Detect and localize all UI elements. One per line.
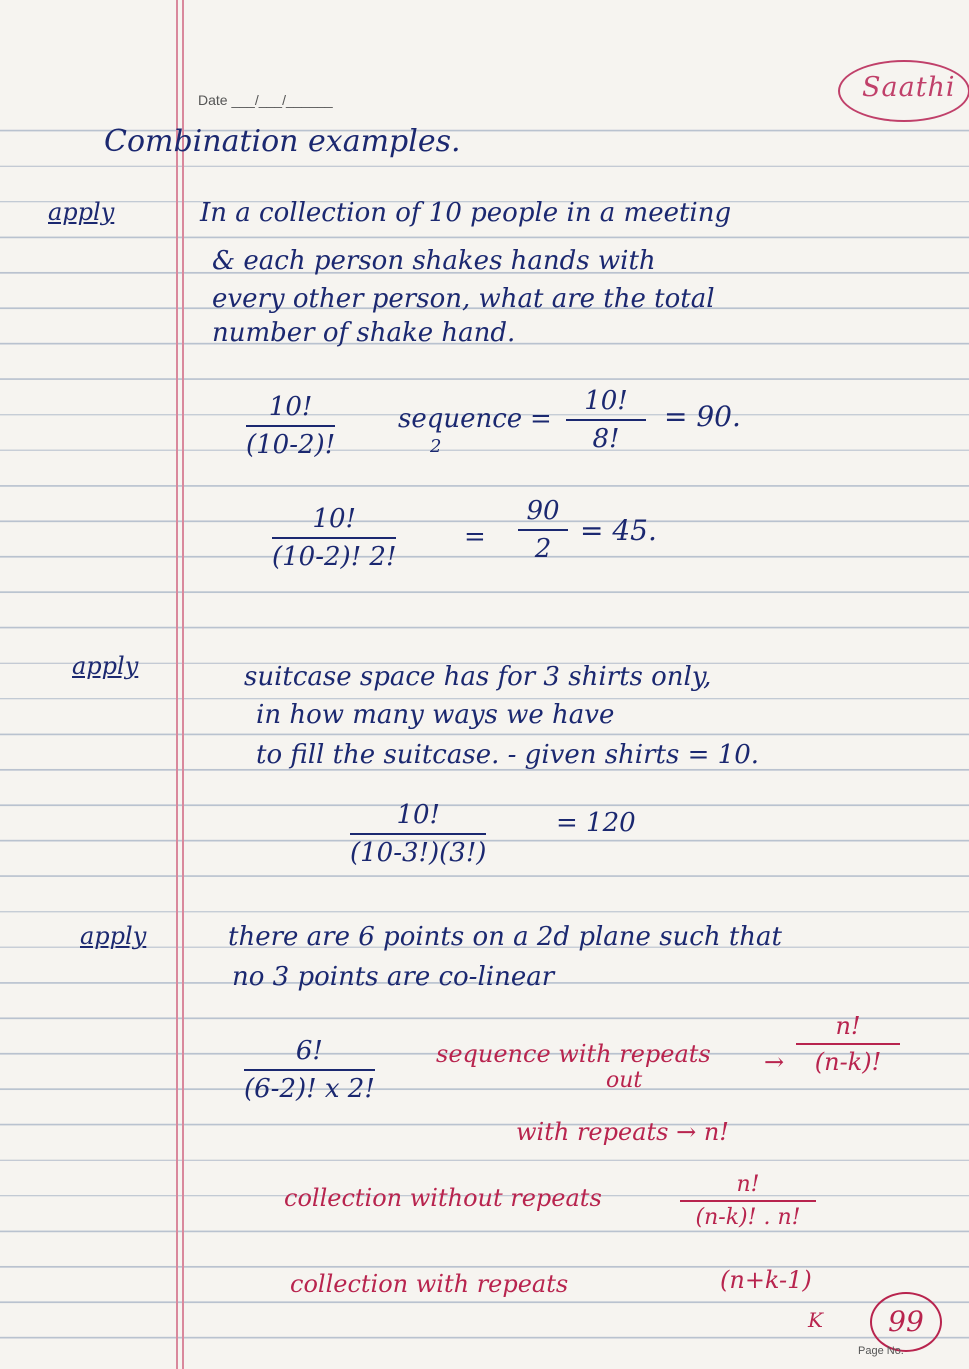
note-sequence-repeat: with repeats → n! <box>516 1118 729 1146</box>
fraction-denominator: (n-k)! <box>814 1047 882 1076</box>
note-collection-no-repeat: collection without repeats <box>284 1184 602 1212</box>
fraction-numerator: n! <box>736 1172 760 1197</box>
fraction-numerator: 90 <box>526 496 560 526</box>
example-2-fraction <box>350 800 486 868</box>
fraction-numerator: 10! <box>268 392 313 422</box>
example-2-tag: apply <box>72 652 139 680</box>
fraction-denominator: (6-2)! x 2! <box>244 1073 375 1104</box>
example-1-result-b: = 45. <box>580 514 657 547</box>
fraction-numerator: 10! <box>312 504 356 534</box>
fraction-denominator: (10-3!)(3!) <box>350 837 487 868</box>
fraction-denominator: 8! <box>592 423 620 454</box>
example-2-line-2: in how many ways we have <box>256 700 615 730</box>
example-1-fraction-a <box>246 392 335 460</box>
example-2-result: = 120 <box>556 808 636 838</box>
example-1-result-a: = 90. <box>664 400 741 433</box>
fraction-numerator: 6! <box>295 1036 323 1066</box>
fraction-numerator: 10! <box>584 386 628 416</box>
fraction-denominator: (10-2)! <box>246 429 336 460</box>
example-1-fraction-c <box>272 504 396 572</box>
note-collection-repeat-sub: K <box>808 1308 823 1332</box>
example-3-line-2: no 3 points are co-linear <box>232 962 555 992</box>
example-1-tag: apply <box>48 198 115 226</box>
example-1-line-2: & each person shakes hands with <box>212 246 656 276</box>
note-arrow: → <box>764 1048 785 1076</box>
example-3-line-1: there are 6 points on a 2d plane such that <box>228 922 782 952</box>
margin-line-left <box>176 0 178 1369</box>
example-3-fraction <box>244 1036 375 1104</box>
note-collection-repeat: collection with repeats <box>290 1270 569 1298</box>
page-header-area <box>0 0 969 122</box>
example-3-tag: apply <box>80 922 147 950</box>
fraction-denominator: (10-2)! 2! <box>272 541 397 572</box>
note-collection-formula <box>680 1172 816 1230</box>
page-number-circled: 99 <box>870 1292 942 1352</box>
fraction-numerator: 10! <box>396 800 440 830</box>
margin-line-right <box>182 0 184 1369</box>
example-1-equals: = <box>530 404 552 434</box>
example-1-sequence-word: sequence <box>398 404 523 434</box>
brand-logo: Saathi <box>862 72 956 103</box>
example-1-line-3: every other person, what are the total <box>212 284 715 314</box>
fraction-denominator: (n-k)! . n! <box>695 1204 801 1230</box>
note-sequence-no-repeat: sequence with repeats <box>436 1040 711 1068</box>
example-1-fraction-b <box>566 386 646 454</box>
example-1-sequence-sub: 2 <box>430 436 442 457</box>
example-1-equals-2: = <box>464 522 486 552</box>
page-title: Combination examples. <box>104 124 461 159</box>
example-1-line-4: number of shake hand. <box>212 318 516 348</box>
fraction-numerator: n! <box>835 1012 861 1040</box>
note-collection-repeat-expr: (n+k-1) <box>720 1266 812 1294</box>
note-sequence-out: out <box>606 1068 643 1093</box>
example-2-line-3: to fill the suitcase. - given shirts = 10. <box>256 740 760 770</box>
page-number-label: Page No. <box>858 1345 904 1357</box>
example-1-fraction-d <box>518 496 568 564</box>
example-1-line-1: In a collection of 10 people in a meeting <box>200 198 732 228</box>
note-sequence-formula <box>796 1012 900 1076</box>
example-2-line-1: suitcase space has for 3 shirts only, <box>244 662 712 692</box>
fraction-denominator: 2 <box>534 533 552 564</box>
date-field: Date ___/___/______ <box>198 92 333 108</box>
